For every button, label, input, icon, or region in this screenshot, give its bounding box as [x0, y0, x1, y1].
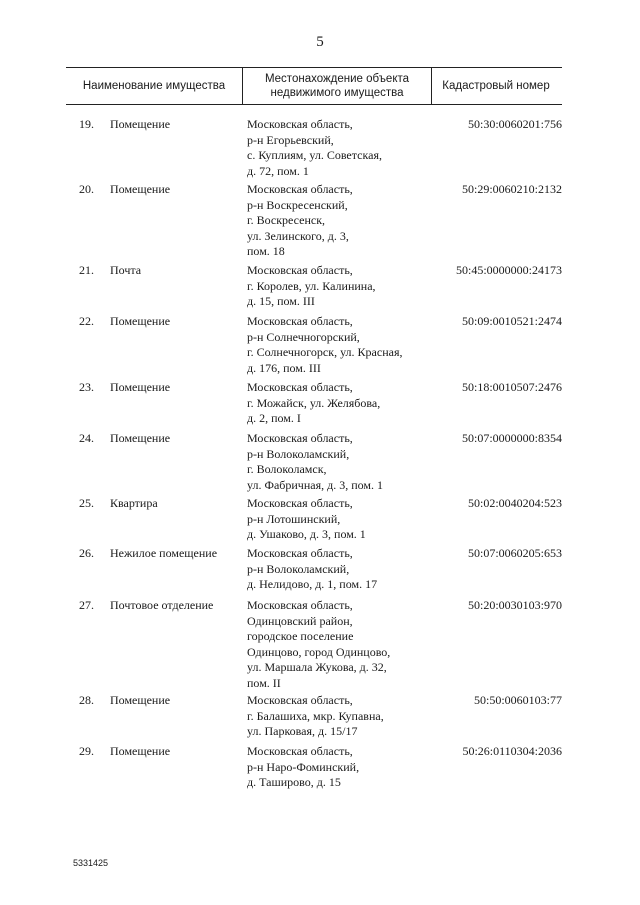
row-number: 28. [79, 693, 94, 707]
address-line: ул. Фабричная, д. 3, пом. 1 [247, 477, 383, 492]
row-number: 23. [79, 380, 94, 394]
header-cadastral-number: Кадастровый номер [442, 80, 550, 92]
address-line: г. Воскресенск, [247, 213, 326, 227]
address-line: р-н Волоколамский, [247, 561, 350, 576]
property-name: Помещение [110, 182, 171, 196]
property-name: Почта [110, 263, 142, 277]
property-address [247, 693, 432, 740]
cadastral-number: 50:02:0040204:523 [467, 496, 562, 510]
property-address [247, 598, 432, 691]
page-number: 5 [316, 34, 324, 50]
property-address [247, 182, 432, 260]
header-property-name: Наименование имущества [82, 80, 226, 92]
address-line: с. Куплиям, ул. Советская, [247, 148, 382, 162]
cadastral-number: 50:07:0060205:653 [467, 546, 562, 560]
property-name: Помещение [110, 693, 171, 707]
address-line: д. Ушаково, д. 3, пом. 1 [247, 527, 366, 541]
header-location: Местонахождение объекта недвижимого имущества [242, 68, 432, 104]
address-line: р-н Волоколамский, [247, 446, 350, 461]
address-line: р-н Егорьевский, [247, 132, 334, 147]
cadastral-number: 50:26:0110304:2036 [462, 744, 562, 758]
cadastral-number: 50:50:0060103:77 [473, 693, 562, 707]
property-address [247, 431, 432, 493]
property-name: Помещение [110, 117, 171, 131]
row-number: 20. [79, 182, 94, 196]
address-line: р-н Лотошинский, [247, 511, 341, 526]
address-line: ул. Парковая, д. 15/17 [247, 724, 358, 738]
address-line: д. 176, пом. III [247, 360, 321, 375]
property-name: Нежилое помещение [110, 546, 218, 560]
property-address [247, 263, 432, 310]
address-line: г. Волоколамск, [247, 462, 327, 476]
address-line: г. Солнечногорск, ул. Красная, [247, 345, 403, 359]
property-name: Помещение [110, 431, 171, 445]
address-line: Московская область, [247, 546, 353, 560]
address-line: Московская область, [247, 380, 353, 394]
address-line: Московская область, [247, 314, 353, 328]
row-number: 27. [79, 598, 94, 612]
property-address [247, 744, 432, 791]
address-line: р-н Солнечногорский, [247, 329, 360, 344]
address-line: Московская область, [247, 496, 353, 510]
address-line: Московская область, [247, 744, 353, 758]
cadastral-number: 50:07:0000000:8354 [461, 431, 562, 445]
address-line: Московская область, [247, 263, 353, 277]
address-line: д. 15, пом. III [247, 294, 315, 308]
property-address [247, 117, 432, 179]
address-line: г. Балашиха, мкр. Купавна, [247, 708, 384, 723]
address-line: Московская область, [247, 598, 353, 612]
address-line: Московская область, [247, 693, 353, 707]
row-number: 22. [79, 314, 94, 328]
row-number: 25. [79, 496, 94, 510]
property-address [247, 496, 432, 543]
address-line: д. Таширово, д. 15 [247, 775, 341, 789]
property-address [247, 314, 432, 376]
property-name: Помещение [110, 744, 171, 758]
address-line: ул. Маршала Жукова, д. 32, [247, 660, 387, 674]
address-line: пом. 18 [247, 244, 285, 258]
address-line: городское поселение [247, 629, 354, 643]
cadastral-number: 50:45:0000000:24173 [455, 263, 562, 277]
row-number: 24. [79, 431, 94, 445]
address-line: р-н Воскресенский, [247, 197, 348, 212]
property-name: Помещение [110, 314, 171, 328]
cadastral-number: 50:20:0030103:970 [467, 598, 562, 612]
property-name: Квартира [110, 496, 158, 510]
address-line: пом. II [247, 675, 281, 690]
document-code: 5331425 [73, 858, 109, 868]
address-line: Московская область, [247, 431, 353, 445]
address-line: д. 72, пом. 1 [247, 163, 309, 178]
cadastral-number: 50:30:0060201:756 [467, 117, 562, 131]
address-line: Одинцовский район, [247, 613, 353, 628]
row-number: 26. [79, 546, 94, 560]
cadastral-number: 50:09:0010521:2474 [461, 314, 562, 328]
address-line: Одинцово, город Одинцово, [247, 644, 391, 659]
cadastral-number: 50:29:0060210:2132 [461, 182, 562, 196]
property-name: Почтовое отделение [110, 598, 214, 612]
address-line: д. Нелидово, д. 1, пом. 17 [247, 577, 378, 591]
property-address [247, 380, 432, 427]
property-name: Помещение [110, 380, 171, 394]
address-line: г. Королев, ул. Калинина, [247, 278, 376, 293]
row-number: 21. [79, 263, 94, 277]
cadastral-number: 50:18:0010507:2476 [461, 380, 562, 394]
address-line: р-н Наро-Фоминский, [247, 759, 360, 774]
address-line: Московская область, [247, 117, 353, 131]
property-address [247, 546, 432, 593]
address-line: ул. Зелинского, д. 3, [247, 228, 349, 243]
table-header [66, 67, 562, 105]
row-number: 19. [79, 117, 94, 131]
row-number: 29. [79, 744, 94, 758]
address-line: Московская область, [247, 182, 353, 196]
address-line: г. Можайск, ул. Желябова, [247, 395, 381, 410]
address-line: д. 2, пом. I [247, 411, 301, 425]
